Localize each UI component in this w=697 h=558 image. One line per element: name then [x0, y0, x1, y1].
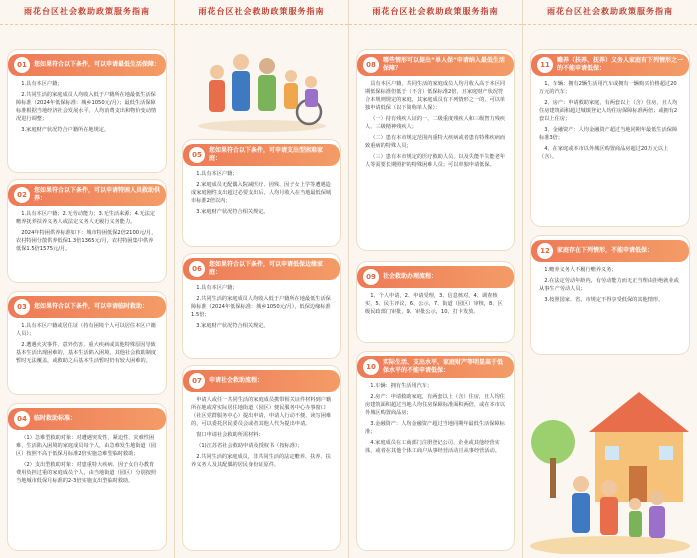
person-body — [649, 506, 665, 538]
paragraph: 1.具有本区户籍；2.无劳动能力；3.无生活来源；4.无法定赡养抚养扶养义务人或法定义务人无履行义务能力。 — [16, 211, 156, 225]
section-header — [183, 258, 340, 280]
column-3 — [349, 0, 523, 558]
section-01 — [8, 50, 166, 172]
column-title: 雨花台区社会救助政策服务指南 — [523, 0, 697, 25]
section-header — [183, 144, 340, 166]
paragraph: 具有本区户籍，共同生活的家庭成员人均月收入高于本区同期低保标准但低于（不含）低保标准2倍，且家庭财产状况符合本规则规定的家庭，其家庭成员有下列情形之一的，可以单独申请低保（以下简称单人保）： — [365, 81, 506, 111]
paragraph: 4、在家庭或本市以外城区购置商品房超过20万元以上（含）。 — [539, 146, 669, 160]
paragraph: 2.遭遇火灾事件、意外伤害、重大疾病或其他特殊原因导致基本生活出现困难的，基本生活陷入困境，其他社会救助制度暂时无法覆盖，或救助之后基本生活暂时仍有较大困难的。 — [16, 342, 157, 364]
paragraph: 1.具有本区户籍或居住证（持有困境个人可以居住本区户籍人员）； — [16, 323, 156, 337]
person-head — [650, 491, 664, 505]
section-title: 您如果符合以下条件，可以申请临时救助： — [34, 303, 149, 310]
paragraph: 4.家庭成员在工商部门注册登记公司、企业或其他经营实体，或者在其他个体工商户从事经营活动且从事经营活动。 — [365, 440, 500, 454]
section-number: 01 — [14, 57, 30, 73]
section-title: 社会救助办理流程： — [383, 273, 438, 280]
section-05 — [183, 140, 340, 246]
paragraph: 3.金融资产：人均金融资产超过当地同期年最低生活保障标准； — [365, 421, 505, 435]
paragraph: 2.共同生活的家庭成员，非共同生活的法定赡养、扶养、扶养义务人及其配偶的居民身份证原件。 — [191, 454, 331, 468]
section-06 — [183, 254, 340, 358]
paragraph: （2）支出型救助对象：对患重特大疾病、因子女自办教育费用负担过重的家庭成员个人，由当地街道（园区）分别按照当地城市低保月标准的2-3倍实施支出型临时救助。 — [16, 462, 157, 484]
person-head — [629, 498, 641, 510]
section-title: 申请社会救助流程： — [209, 377, 264, 384]
column-1 — [0, 0, 175, 558]
paragraph: 2.房产：申请救助家庭，有两套以上（含）住房，且人均住房建筑面积超过当地人均住房保障标准面积两倍，或在本市以外城区购置商品房； — [365, 394, 506, 416]
section-04 — [8, 404, 166, 550]
section-header — [8, 184, 166, 206]
paragraph: 1.车辆：拥有生活用汽车； — [370, 383, 433, 389]
paragraph: 2.共同生活的家庭成员人均收入低于户籍所在地最低生活保障标准（2024年低保标准：城乡1050元/月）；最低生活保障标准根据当地经济社会发展水平，人均消费支出和物价变动情况进行调整； — [16, 92, 157, 122]
family-house-illustration — [529, 362, 691, 554]
section-header — [357, 356, 514, 378]
person-body — [600, 497, 618, 535]
section-title: 临时救助标准： — [34, 415, 77, 422]
section-11 — [531, 50, 689, 226]
person-body — [572, 493, 590, 533]
section-number: 08 — [363, 57, 379, 73]
person-head — [233, 54, 249, 70]
tree-crown — [531, 420, 575, 464]
section-number: 11 — [537, 57, 553, 73]
paragraph: 2.共同生活的家庭成员人均收入低于户籍所在地最低生活保障标准（2024年低保标准：城乡1050元/月），低保边缘标准1.5倍； — [191, 296, 331, 318]
section-title: 赡养（扶养、抚养）义务人家庭有下列情形之一的不能申请低保： — [557, 57, 684, 72]
section-header — [357, 54, 514, 76]
section-09 — [357, 262, 514, 342]
person-head — [601, 480, 617, 496]
paragraph: 3.按照国家、省、市规定不得享受低保的其他情形。 — [544, 297, 664, 303]
paragraph: 1、车辆：拥有2辆生活用汽车或拥有一辆购买价格超过20万元的汽车； — [539, 81, 677, 95]
house-window — [659, 446, 673, 460]
family-illustration — [195, 32, 329, 132]
section-header — [8, 408, 166, 430]
paragraph: 1.具有本区户籍； — [196, 285, 238, 291]
section-title: 您如果符合以下条件，可以申请最低生活保障： — [34, 61, 161, 68]
section-title: 哪些情形可以提出“单人保”申请纳入最低生活保障？ — [383, 57, 505, 72]
section-header — [8, 296, 166, 318]
person-head — [573, 476, 589, 492]
section-header — [8, 54, 166, 76]
paragraph: 1.具有本区户籍； — [21, 81, 63, 87]
column-title: 雨花台区社会救助政策服务指南 — [0, 0, 174, 25]
person-body — [305, 89, 318, 107]
person-body — [284, 83, 298, 109]
section-header — [531, 240, 689, 262]
paragraph: 申请人或任一共同生活的家庭成员携带相关证件材料到户籍所在地或常实际居住地街道（园区）便民服务中心办事窗口（社区党群服务中心）提出申请，申请人行动不便、读写困难的，可以委托居民委员会或者其他人代为提出申请。 — [191, 397, 332, 427]
paragraph: 3.家庭财产状况符合户籍所在地规定。 — [21, 127, 110, 133]
person-head — [210, 65, 224, 79]
paragraph: 3、金融资产：人均金融资产超过当地同期年最低生活保障标准3倍； — [539, 127, 678, 141]
house-roof — [589, 392, 689, 432]
section-number: 12 — [537, 243, 553, 259]
section-02 — [8, 180, 166, 282]
section-03 — [8, 292, 166, 394]
section-header — [531, 54, 689, 76]
paragraph: 2.在法定劳动年龄内，有劳动能力而无正当理由拒绝就业或从事生产劳动人员； — [539, 278, 679, 292]
paragraph: 2.家庭成员无配偶入院减医疗、因残、因子女上学等遭遇造成家庭刚性支出超过必要支出后，人均月收入在当地最低保城市标准2倍以内； — [191, 182, 332, 204]
section-number: 07 — [189, 373, 205, 389]
section-title: 家庭存在下列情形，不能申请低保： — [557, 247, 654, 254]
section-number: 02 — [14, 187, 30, 203]
tree-trunk — [550, 458, 556, 498]
person-body — [629, 511, 642, 537]
paragraph: （二）患有本市规定范围内重特大疾病或者患有特殊疾病而致重病的特殊人员； — [365, 135, 506, 149]
section-title: 您如果符合以下条件，可申请支出型困难家庭： — [209, 147, 324, 162]
paragraph: 2、房产：申请救助家庭，有两套以上（含）住房，且人均住房建筑面积超过城镇登记人均住房保障标准两倍；或拥有2套以上住房； — [539, 100, 678, 122]
section-08 — [357, 50, 514, 250]
paragraph: 3.家庭财产状况符合相关规定。 — [196, 323, 269, 329]
section-title: 您如果符合以下条件，可以申请低保边缘家庭： — [209, 261, 324, 276]
section-number: 09 — [363, 269, 379, 285]
section-number: 04 — [14, 411, 30, 427]
person-body — [209, 80, 225, 112]
person-body — [232, 71, 250, 111]
paragraph: 3.家庭财产状况符合相关规定。 — [196, 209, 269, 215]
house-door — [629, 466, 647, 502]
section-number: 03 — [14, 299, 30, 315]
ground-shadow — [198, 120, 326, 132]
section-title: 您如果符合以下条件，可以申请特困人员救助供养： — [34, 187, 161, 202]
column-title: 雨花台区社会救助政策服务指南 — [175, 0, 348, 25]
section-number: 10 — [363, 359, 379, 375]
section-12 — [531, 236, 689, 354]
column-4 — [523, 0, 697, 558]
person-head — [305, 76, 317, 88]
paragraph: （一）持有残疾人证的一、二级重度残疾人和三级智力残疾人、三级精神残疾人； — [365, 116, 506, 130]
section-title: 实际生活、支出水平、家庭财产等明显高于低保水平的不能申请低保： — [383, 359, 504, 374]
person-body — [258, 75, 276, 111]
section-header — [357, 266, 514, 288]
paragraph: 1.具有本区户籍； — [196, 171, 238, 177]
house-window — [605, 446, 619, 460]
section-07 — [183, 366, 340, 550]
paragraph: （三）患有本市规定的医疗救助人员，以及失能半失能老年人等需要长期照护的特殊困难人员；可以单独申请低保。 — [365, 154, 506, 168]
section-10 — [357, 352, 514, 550]
column-title: 雨花台区社会救助政策服务指南 — [349, 0, 522, 25]
person-head — [285, 70, 297, 82]
paragraph: 窗口申请社会救助所需材料： — [196, 432, 264, 438]
paragraph: （1)江苏省社会救助申请及授权书（按标准）； — [196, 443, 303, 449]
column-2 — [175, 0, 349, 558]
section-header — [183, 370, 340, 392]
person-head — [259, 58, 275, 74]
ground — [530, 536, 690, 554]
paragraph: （1）急难型救助对象：对遭遇突发性、紧迫性、灾难性困难，生活陷入困境的家庭成员每个人，由急难发生地街道（园区）按照不高于低保月标准2倍实施急难型临时救助； — [16, 435, 157, 457]
paragraph: 1.赡养义务人不履行赡养义务； — [544, 267, 617, 273]
paragraph: 2024年特困供养标准如下：城市特困低保2倍2100元/月，农村特困分散供养低保1.3倍1365元/月，农村特困集中供养低保1.5倍1575元/月。 — [16, 230, 157, 252]
section-number: 05 — [189, 147, 205, 163]
paragraph: 1、个人申请，2、申请受理，3、信息核对，4、调查核实，5、民主评议，6、公示，7、街道（园区）审核，8、区级民政部门审批，9、审批公示，10、打卡发放。 — [365, 293, 503, 315]
section-number: 06 — [189, 261, 205, 277]
